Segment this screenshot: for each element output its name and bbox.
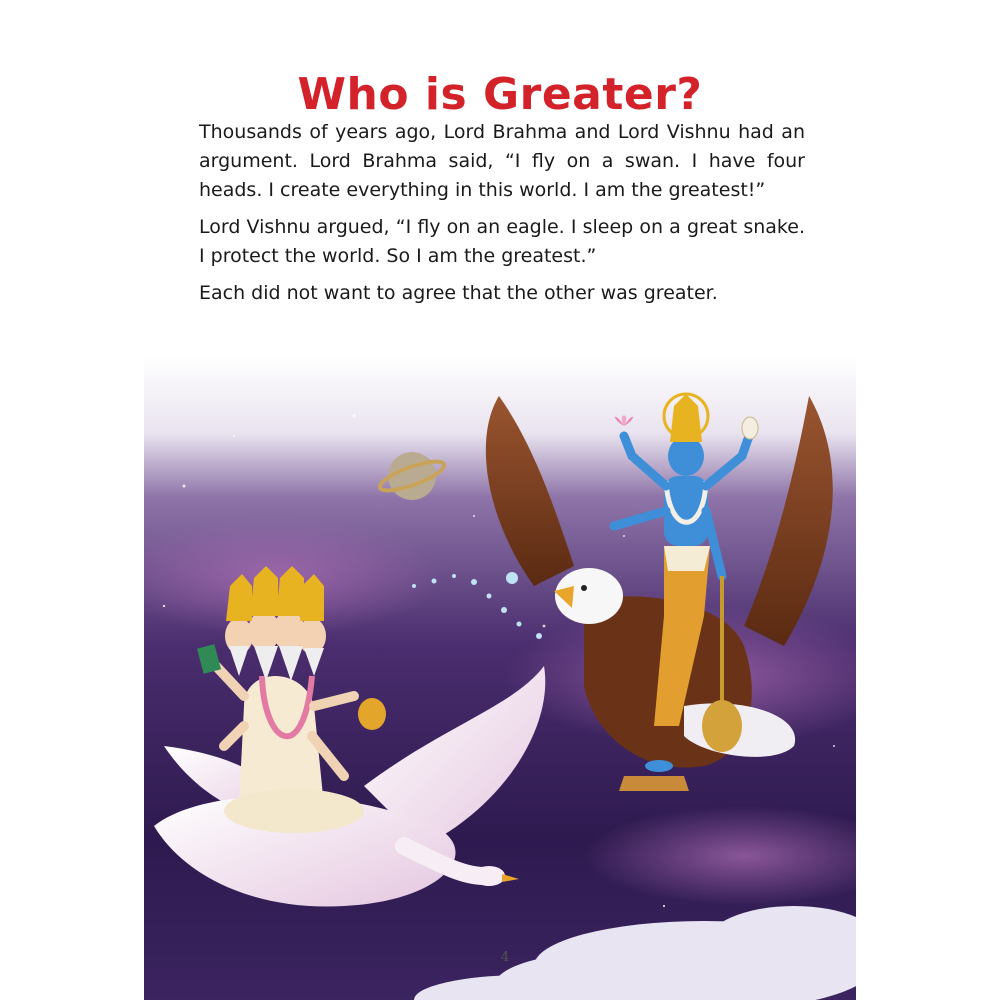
paragraph-2: Lord Vishnu argued, “I fly on an eagle. I sleep on a great snake. I protect the world. So I am the greatest.”	[199, 216, 805, 267]
vishnu-sash	[664, 546, 710, 571]
vishnu-foot	[645, 760, 673, 772]
mace-head	[702, 700, 742, 752]
story-illustration	[144, 286, 856, 1000]
brahma-legs	[224, 789, 364, 833]
page-title: Who is Greater?	[297, 69, 703, 121]
conch-icon	[742, 417, 758, 439]
eagle-talons	[619, 776, 689, 791]
paragraph-1: Thousands of years ago, Lord Brahma and Lord Vishnu had an argument. Lord Brahma said, “I fly on a swan. I have four heads. I create everything in this world. I am the greatest!”	[199, 121, 805, 201]
swan-head	[473, 866, 505, 886]
page-number: 4	[500, 950, 510, 965]
eagle-eye	[581, 585, 587, 591]
paragraph-3: Each did not want to agree that the other was greater.	[199, 282, 718, 304]
kamandalu-icon	[358, 698, 386, 730]
illustration-svg	[144, 286, 856, 1000]
